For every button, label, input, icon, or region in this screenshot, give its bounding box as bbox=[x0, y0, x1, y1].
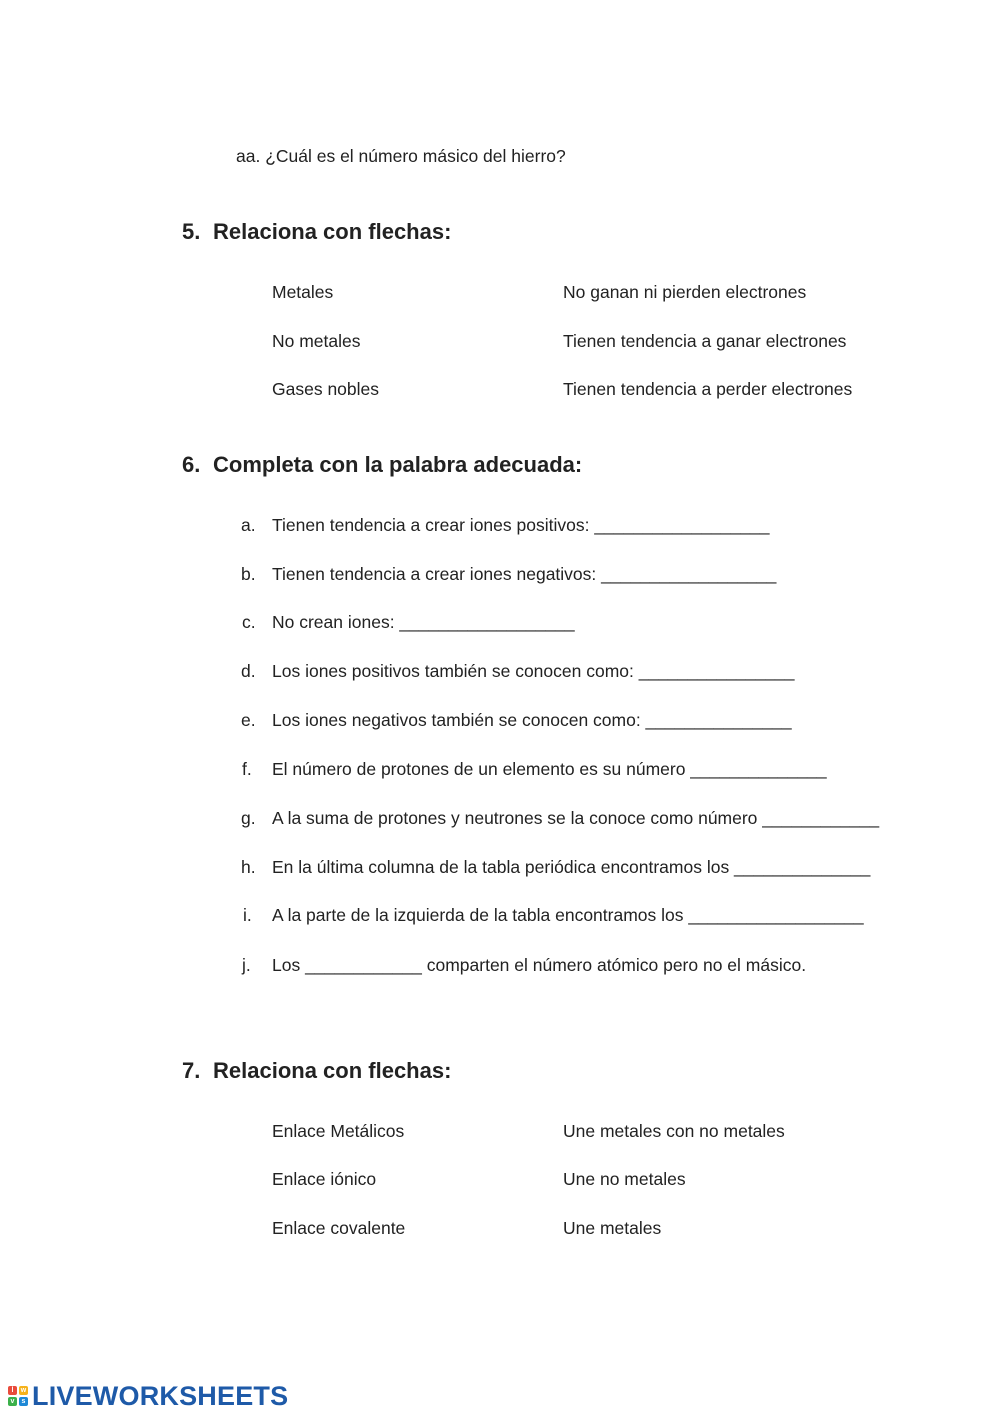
item-text[interactable]: Los ____________ comparten el número atómico pero no el másico. bbox=[272, 955, 807, 975]
logo-mark-cell: w bbox=[20, 1387, 27, 1394]
question-aa: aa. ¿Cuál es el número másico del hierro? bbox=[236, 146, 566, 166]
logo-mark-cell: s bbox=[19, 1397, 28, 1406]
section-7-heading bbox=[182, 1058, 451, 1084]
item-letter: j. bbox=[242, 955, 251, 975]
match-left-item[interactable]: Enlace Metálicos bbox=[272, 1121, 405, 1141]
section-5-title: Relaciona con flechas: bbox=[213, 219, 452, 244]
match-right-item[interactable]: No ganan ni pierden electrones bbox=[563, 282, 807, 302]
item-text[interactable]: Los iones negativos también se conocen como: _______________ bbox=[272, 710, 792, 730]
list-item bbox=[0, 759, 1000, 779]
item-letter: f. bbox=[242, 759, 252, 779]
item-letter: d. bbox=[241, 661, 256, 681]
item-text[interactable]: Los iones positivos también se conocen como: ________________ bbox=[272, 661, 795, 681]
item-text[interactable]: Tienen tendencia a crear iones negativos: __________________ bbox=[272, 564, 777, 584]
section-7-number: 7. bbox=[182, 1058, 201, 1083]
logo-mark-icon bbox=[8, 1386, 28, 1406]
section-6-number: 6. bbox=[182, 452, 201, 477]
list-item bbox=[0, 905, 1000, 925]
section-5-heading bbox=[182, 219, 451, 245]
item-letter: i. bbox=[243, 905, 252, 925]
logo-mark-cell: v bbox=[8, 1397, 17, 1406]
list-item bbox=[0, 955, 1000, 975]
item-text[interactable]: El número de protones de un elemento es su número ______________ bbox=[272, 759, 827, 779]
item-letter: b. bbox=[241, 564, 256, 584]
item-text[interactable]: A la suma de protones y neutrones se la conoce como número ____________ bbox=[272, 808, 880, 828]
item-letter: g. bbox=[241, 808, 256, 828]
match-right-item[interactable]: Une no metales bbox=[563, 1169, 686, 1189]
logo-mark-cell: l bbox=[8, 1386, 17, 1395]
section-5-number: 5. bbox=[182, 219, 201, 244]
list-item bbox=[0, 612, 1000, 632]
item-letter: h. bbox=[241, 857, 256, 877]
item-letter: e. bbox=[241, 710, 256, 730]
logo-text: LIVEWORKSHEETS bbox=[32, 1381, 289, 1411]
match-left-item[interactable]: Enlace covalente bbox=[272, 1218, 406, 1238]
match-right-item[interactable]: Tienen tendencia a ganar electrones bbox=[563, 331, 847, 351]
list-item bbox=[0, 710, 1000, 730]
match-right-item[interactable]: Une metales bbox=[563, 1218, 662, 1238]
match-left-item[interactable]: Gases nobles bbox=[272, 379, 380, 399]
list-item bbox=[0, 515, 1000, 535]
liveworksheets-logo[interactable] bbox=[8, 1381, 288, 1411]
section-6-title: Completa con la palabra adecuada: bbox=[213, 452, 583, 477]
list-item bbox=[0, 808, 1000, 828]
match-left-item[interactable]: Metales bbox=[272, 282, 334, 302]
item-text[interactable]: A la parte de la izquierda de la tabla encontramos los __________________ bbox=[272, 905, 864, 925]
item-text[interactable]: No crean iones: __________________ bbox=[272, 612, 575, 632]
list-item bbox=[0, 661, 1000, 681]
match-right-item[interactable]: Une metales con no metales bbox=[563, 1121, 785, 1141]
item-text[interactable]: En la última columna de la tabla periódica encontramos los ______________ bbox=[272, 857, 871, 877]
item-text[interactable]: Tienen tendencia a crear iones positivos: __________________ bbox=[272, 515, 770, 535]
match-right-item[interactable]: Tienen tendencia a perder electrones bbox=[563, 379, 853, 399]
list-item bbox=[0, 857, 1000, 877]
item-letter: c. bbox=[242, 612, 256, 632]
section-7-title: Relaciona con flechas: bbox=[213, 1058, 452, 1083]
match-left-item[interactable]: No metales bbox=[272, 331, 361, 351]
match-left-item[interactable]: Enlace iónico bbox=[272, 1169, 377, 1189]
item-letter: a. bbox=[241, 515, 256, 535]
section-6-heading bbox=[182, 452, 582, 478]
list-item bbox=[0, 564, 1000, 584]
